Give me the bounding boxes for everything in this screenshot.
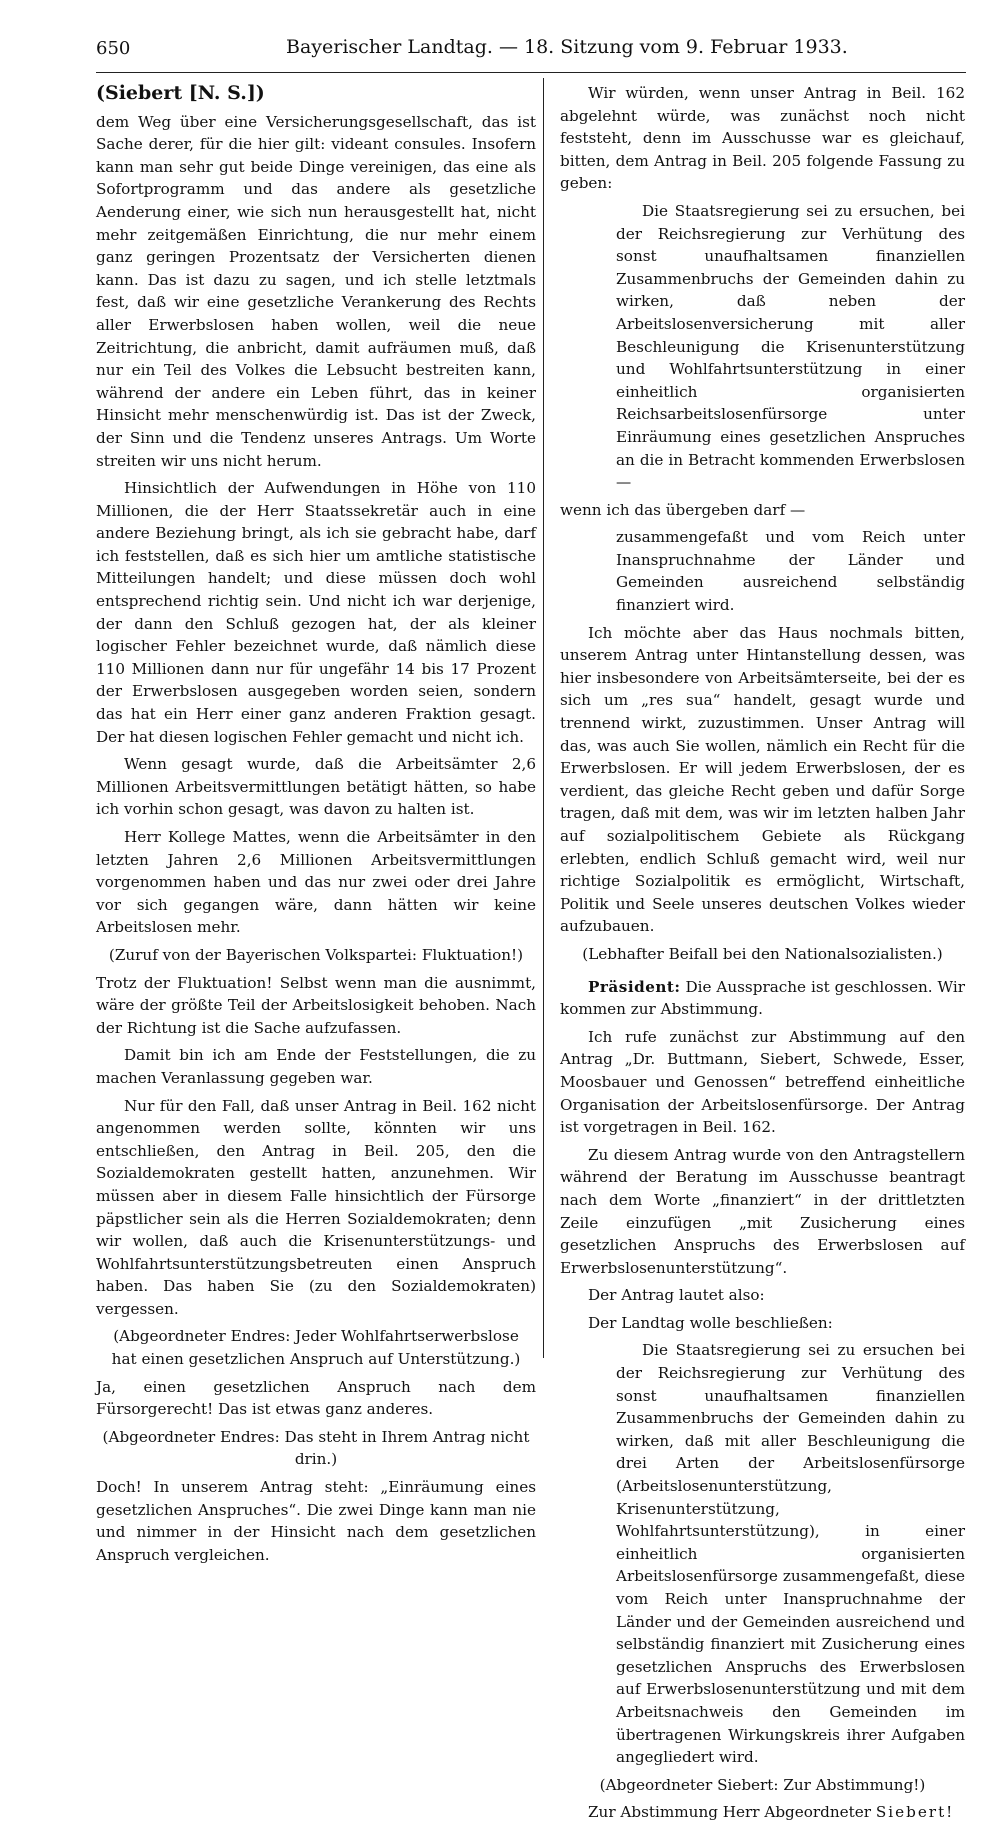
page-header [96, 30, 906, 70]
motion-quote: zusammengefaßt und vom Reich unter Inanspruchnahme der Länder und Gemeinden ausreichend selbständig finanziert wird. [616, 528, 965, 615]
motion-quote: Die Staatsregierung sei zu ersuchen bei der Reichsregierung zur Verhütung des sonst unaufhaltsamen finanziellen Zusammenbruchs der Gemeinden dahin zu wirken, daß mit aller Beschleunigung die drei Arten der Arbeitslosenfürsorge (Arbeitslosenunterstützung, Krisenunterstützung, Wohlfahrtsunterstützung), in einer einheitlich organisierten Arbeitslosenfürsorge zusammengefaßt, diese vom Reich unter Inanspruchnahme der Länder und der Gemeinden ausreichend und selbständig finanziert mit Zusicherung eines gesetzlichen Anspruchs des Erwerbslosen auf Erwerbslosenunterstützung und mit dem Arbeitsnachweis den Gemeinden im übertragenen Wirkungskreis ihrer Aufgaben angegliedert wird. [616, 1341, 965, 1767]
paragraph: Der Landtag wolle beschließen: [588, 1313, 833, 1332]
paragraph: Ich rufe zunächst zur Abstimmung auf den Antrag „Dr. Buttmann, Siebert, Schwede, Esser, Moosbauer und Genossen“ betreffend einheitliche Organisation der Arbeitslosenfürsorge. Der Antrag ist vorgetragen in Beil. 162. [560, 1027, 965, 1137]
interjection: (Lebhafter Beifall bei den Nationalsozialisten.) [582, 944, 943, 963]
right-column [560, 82, 965, 1829]
left-column [96, 82, 536, 1571]
interjection: (Abgeordneter Endres: Das steht in Ihrem Antrag nicht drin.) [102, 1427, 530, 1469]
paragraph: Nur für den Fall, daß unser Antrag in Beil. 162 nicht angenommen werden sollte, könnten wir uns entschließen, den Antrag in Beil. 205, den die Sozialdemokraten gestellt hatten, anzunehmen. Wir müssen aber in diesem Falle hinsichtlich der Fürsorge päpstlicher sein als die Herren Sozialdemokraten; denn wir wollen, daß auch die Krisenunterstützungs- und Wohlfahrtsunterstützungsbetreuten einen Anspruch haben. Das haben Sie (zu den Sozialdemokraten) vergessen. [96, 1096, 536, 1318]
paragraph: Ja, einen gesetzlichen Anspruch nach dem Fürsorgerecht! Das ist etwas ganz anderes. [96, 1377, 536, 1419]
paragraph: Trotz der Fluktuation! Selbst wenn man die ausnimmt, wäre der größte Teil der Arbeitslosigkeit behoben. Nach der Richtung ist die Sache aufzufassen. [96, 973, 536, 1037]
paragraph: dem Weg über eine Versicherungsgesellschaft, das ist Sache derer, für die hier gilt: videant consules. Insofern kann man sehr gut beide Dinge vereinigen, das eine als Sofortprogramm und das andere als gesetzliche Aenderung einer, wie sich nun herausgestellt hat, nicht mehr zeitgemäßen Einrichtung, die nur mehr einem ganz geringen Prozentsatz der Versicherten dienen kann. Das ist dazu zu sagen, und ich stelle letztmals fest, daß wir eine gesetzliche Verankerung des Rechts aller Erwerbslosen haben wollen, weil die neue Zeitrichtung, die anbricht, damit aufräumen muß, daß nur ein Teil des Volkes die Lebsucht bestreiten kann, während der andere ein Leben führt, das in keiner Hinsicht mehr menschenwürdig ist. Das ist der Zweck, der Sinn und die Tendenz unseres Antrags. Um Worte streiten wir uns nicht herum. [96, 112, 536, 470]
paragraph: Doch! In unserem Antrag steht: „Einräumung eines gesetzlichen Anspruches“. Die zwei Dinge kann man nie und nimmer in der Hinsicht nach dem gesetzlichen Anspruch vergleichen. [96, 1478, 536, 1564]
paragraph: wenn ich das übergeben darf — [560, 500, 806, 519]
paragraph: Wir würden, wenn unser Antrag in Beil. 162 abgelehnt würde, was zunächst noch nicht feststeht, denn im Ausschusse war es gleichauf, bitten, dem Antrag in Beil. 205 folgende Fassung zu geben: [560, 84, 965, 193]
motion-quote: Die Staatsregierung sei zu ersuchen, bei der Reichsregierung zur Verhütung des sonst unaufhaltsamen finanziellen Zusammenbruchs der Gemeinden dahin zu wirken, daß neben der Arbeitslosenversicherung mit aller Beschleunigung die Krisenunterstützung und Wohlfahrtsunterstützung in einer einheitlich organisierten Reichsarbeitslosenfürsorge unter Einräumung eines gesetzlichen Anspruches an die in Betracht kommenden Erwerbslosen — [616, 201, 965, 492]
speaker-label: Präsident: [588, 977, 681, 996]
interjection: (Abgeordneter Siebert: Zur Abstimmung!) [599, 1775, 926, 1794]
header-rule [96, 72, 966, 73]
paragraph: Zu diesem Antrag wurde von den Antragstellern während der Beratung im Ausschusse beantragt nach dem Worte „finanziert“ in der drittletzten Zeile einzufügen „mit Zusicherung eines gesetzlichen Anspruchs des Erwerbslosen auf Erwerbslosenunterstützung“. [560, 1145, 965, 1277]
paragraph [560, 1801, 965, 1824]
page-number: 650 [96, 38, 131, 59]
interjection: (Zuruf von der Bayerischen Volkspartei: Fluktuation!) [108, 945, 524, 964]
paragraph: Ich möchte aber das Haus nochmals bitten, unserem Antrag unter Hintanstellung dessen, was hier insbesondere von Arbeitsämterseite, bei der es sich um „res sua“ handelt, gesagt wurde und trennend wirkt, zuzustimmen. Unser Antrag will das, was auch Sie wollen, nämlich ein Recht für die Erwerbslosen. Er will jedem Erwerbslosen, der es verdient, das gleiche Recht geben und dafür Sorge tragen, daß mit dem, was wir im letzten halben Jahr auf sozialpolitischem Gebiete als Rückgang erlebten, endlich Schluß gemacht wird, weil nur richtige Sozialpolitik es ermöglicht, Wirtschaft, Politik und Seele unseres deutschen Volkes wieder aufzubauen. [560, 623, 965, 936]
running-title: Bayerischer Landtag. — 18. Sitzung vom 9. Februar 1933. [286, 36, 848, 58]
paragraph: Damit bin ich am Ende der Feststellungen, die zu machen Veranlassung gegeben war. [96, 1046, 536, 1087]
paragraph: Herr Kollege Mattes, wenn die Arbeitsämter in den letzten Jahren 2,6 Millionen Arbeitsvermittlungen vorgenommen haben und das nur zwei oder drei Jahre vor sich gegangen wäre, dann hätten wir keine Arbeitslosen mehr. [96, 828, 536, 937]
interjection: (Abgeordneter Endres: Jeder Wohlfahrtserwerbslose hat einen gesetzlichen Anspruch auf Unterstützung.) [111, 1327, 521, 1369]
paragraph: Hinsichtlich der Aufwendungen in Höhe von 110 Millionen, die der Herr Staatssekretär auch in eine andere Beziehung bringt, als ich sie gebracht habe, darf ich feststellen, daß es sich hier um amtliche statistische Mitteilungen handelt; und diese müssen doch wohl entsprechend richtig sein. Und nicht ich war derjenige, der dann den Schluß gezogen hat, der als kleiner logischer Fehler bezeichnet wurde, daß nämlich diese 110 Millionen dann nur für ungefähr 14 bis 17 Prozent der Erwerbslosen ausgegeben worden seien, sondern das hat ein Herr einer ganz anderen Fraktion gesagt. Der hat diesen logischen Fehler gemacht und nicht ich. [96, 479, 536, 746]
paragraph-text: Die Aussprache ist geschlossen. Wir kommen zur Abstimmung. [560, 977, 965, 1019]
paragraph: Wenn gesagt wurde, daß die Arbeitsämter 2,6 Millionen Arbeitsvermittlungen betätigt hätten, so habe ich vorhin schon gesagt, was davon zu halten ist. [96, 755, 536, 819]
paragraph: Der Antrag lautet also: [588, 1286, 765, 1305]
paragraph-text: Zur Abstimmung Herr Abgeordneter [588, 1803, 872, 1822]
speaker-name: Siebert! [875, 1803, 955, 1822]
column-divider [543, 78, 544, 1358]
speaker-heading: (Siebert [N. S.]) [96, 82, 265, 104]
paragraph [560, 976, 965, 1021]
